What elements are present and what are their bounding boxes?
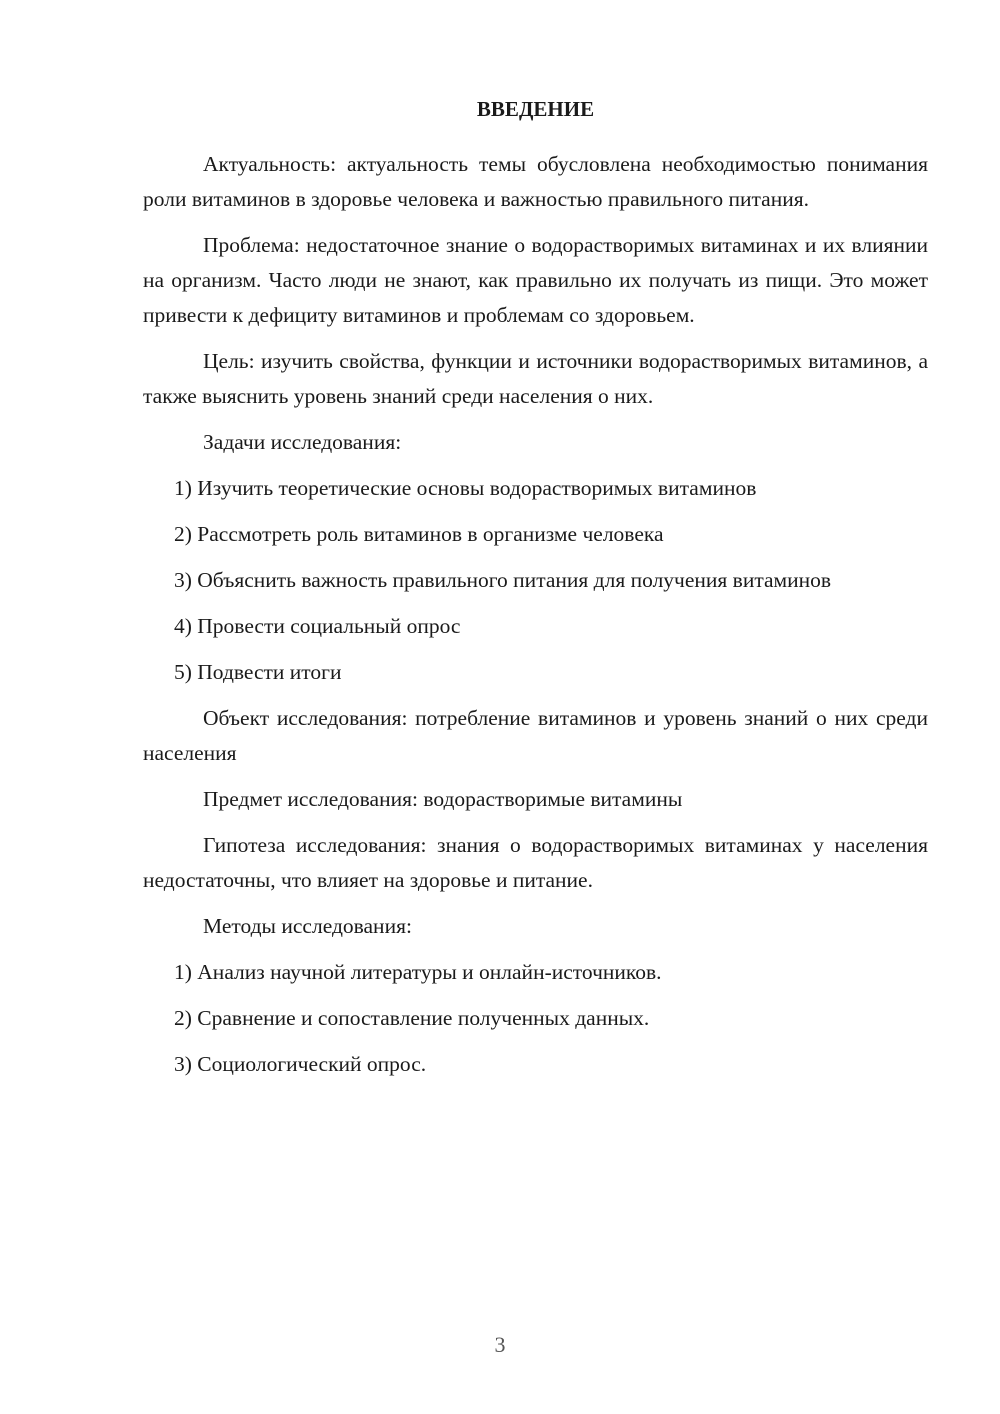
- task-item: 2) Рассмотреть роль витаминов в организме человека: [174, 522, 664, 546]
- task-item: 5) Подвести итоги: [174, 660, 342, 684]
- method-item: 1) Анализ научной литературы и онлайн-источников.: [174, 960, 662, 984]
- relevance-paragraph: Актуальность: актуальность темы обусловлена необходимостью понимания роли витаминов в здоровье человека и важностью правильного питания.: [143, 152, 928, 211]
- method-item: 3) Социологический опрос.: [174, 1052, 427, 1076]
- method-item: 2) Сравнение и сопоставление полученных данных.: [174, 1006, 650, 1030]
- page-number: 3: [494, 1332, 506, 1357]
- section-heading: ВВЕДЕНИЕ: [476, 97, 595, 121]
- task-item: 3) Объяснить важность правильного питания для получения витаминов: [174, 568, 832, 592]
- problem-paragraph: Проблема: недостаточное знание о водорастворимых витаминах и их влиянии на организм. Часто люди не знают, как правильно их получать из пищи. Это может привести к дефициту витаминов и проблемам со здоровьем.: [143, 233, 928, 327]
- subject-paragraph: Предмет исследования: водорастворимые витамины: [203, 787, 683, 811]
- object-paragraph: Объект исследования: потребление витаминов и уровень знаний о них среди населения: [143, 706, 928, 765]
- document-page: [143, 92, 928, 1093]
- methods-title: Методы исследования:: [203, 914, 412, 938]
- tasks-title: Задачи исследования:: [203, 430, 402, 454]
- task-item: 4) Провести социальный опрос: [174, 614, 461, 638]
- hypothesis-paragraph: Гипотеза исследования: знания о водорастворимых витаминах у населения недостаточны, что влияет на здоровье и питание.: [143, 833, 928, 892]
- goal-paragraph: Цель: изучить свойства, функции и источники водорастворимых витаминов, а также выяснить уровень знаний среди населения о них.: [143, 349, 928, 408]
- task-item: 1) Изучить теоретические основы водорастворимых витаминов: [174, 476, 757, 500]
